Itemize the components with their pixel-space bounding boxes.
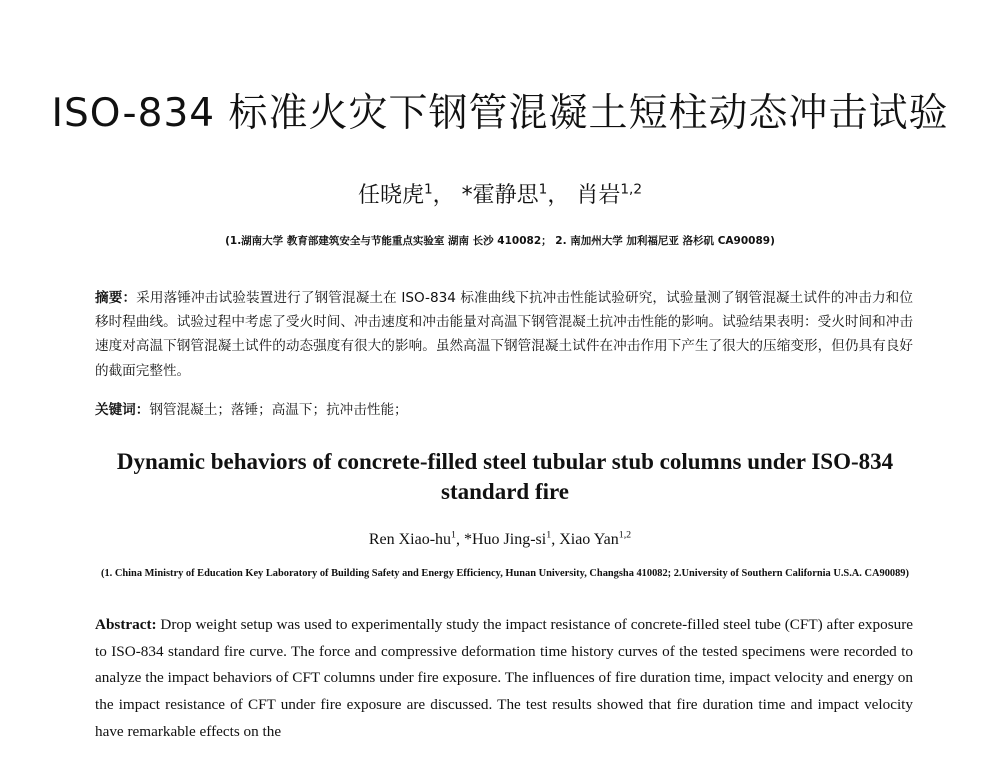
chinese-abstract-text: 采用落锤冲击试验装置进行了钢管混凝土在 ISO-834 标准曲线下抗冲击性能试验研究，试验量测了钢管混凝土试件的冲击力和位移时程曲线。试验过程中考虑了受火时间、冲击速度和冲击能量对高温下钢管混凝土抗冲击性能的影响。试验结果表明：受火时间和冲击速度对高温下钢管混凝土试件的动态强度有很大的影响。虽然高温下钢管混凝土试件在冲击作用下产生了很大的压缩变形，但仍具有良好的截面完整性。 xyxy=(95,290,913,379)
english-affiliation: (1. China Ministry of Education Key Laboratory of Building Safety and Energy Efficiency, Hunan University, Changsha 410082; 2.University of Southern California U.S.A. CA90089) xyxy=(101,568,909,579)
english-author: *Huo Jing-si xyxy=(464,531,547,548)
chinese-author: *霍静思 xyxy=(461,183,539,208)
chinese-author-affil-mark: 1 xyxy=(423,181,433,198)
english-abstract-label: Abstract: xyxy=(95,616,157,633)
chinese-author: 任晓虎 xyxy=(357,183,424,208)
english-author-affil-mark: 1 xyxy=(546,529,552,541)
english-abstract-text: Drop weight setup was used to experimentally study the impact resistance of concrete-filled steel tube (CFT) after exposure to ISO-834 standard fire curve. The force and compressive deformation time history curves of the tested specimens were recorded to analyze the impact behaviors of CFT columns under fire exposure. The influences of fire duration time, impact velocity and energy on the impact resistance of CFT under fire exposure are discussed. The test results showed that fire duration time and impact velocity have remarkable effects on the xyxy=(95,616,913,740)
chinese-keywords-label: 关键词： xyxy=(95,402,150,418)
author-separator: ， xyxy=(432,183,455,208)
chinese-keywords-text: 钢管混凝土；落锤；高温下；抗冲击性能； xyxy=(149,402,408,418)
chinese-keywords xyxy=(95,398,913,422)
english-title: Dynamic behaviors of concrete-filled steel tubular stub columns under ISO-834 standard fire xyxy=(116,449,894,504)
author-separator: ， xyxy=(547,183,570,208)
chinese-abstract xyxy=(95,286,913,383)
english-author-list xyxy=(0,531,1000,549)
chinese-author-affil-mark: 1,2 xyxy=(620,181,643,198)
author-separator: , xyxy=(551,531,560,548)
english-author-affil-mark: 1 xyxy=(451,529,456,541)
chinese-author: 肖岩 xyxy=(576,183,621,208)
chinese-abstract-label: 摘要： xyxy=(95,290,137,306)
english-author: Ren Xiao-hu xyxy=(368,531,452,548)
chinese-author-affil-mark: 1 xyxy=(538,181,548,198)
chinese-author-list xyxy=(0,178,1000,209)
author-separator: , xyxy=(456,531,464,548)
chinese-title: ISO-834 标准火灾下钢管混凝土短柱动态冲击试验 xyxy=(51,91,949,136)
english-author: Xiao Yan xyxy=(559,531,619,548)
chinese-affiliation: (1.湖南大学 教育部建筑安全与节能重点实验室 湖南 长沙 410082； 2. 南加州大学 加利福尼亚 洛杉矶 CA90089) xyxy=(225,235,775,247)
english-abstract xyxy=(95,612,913,746)
english-author-affil-mark: 1,2 xyxy=(618,529,632,541)
